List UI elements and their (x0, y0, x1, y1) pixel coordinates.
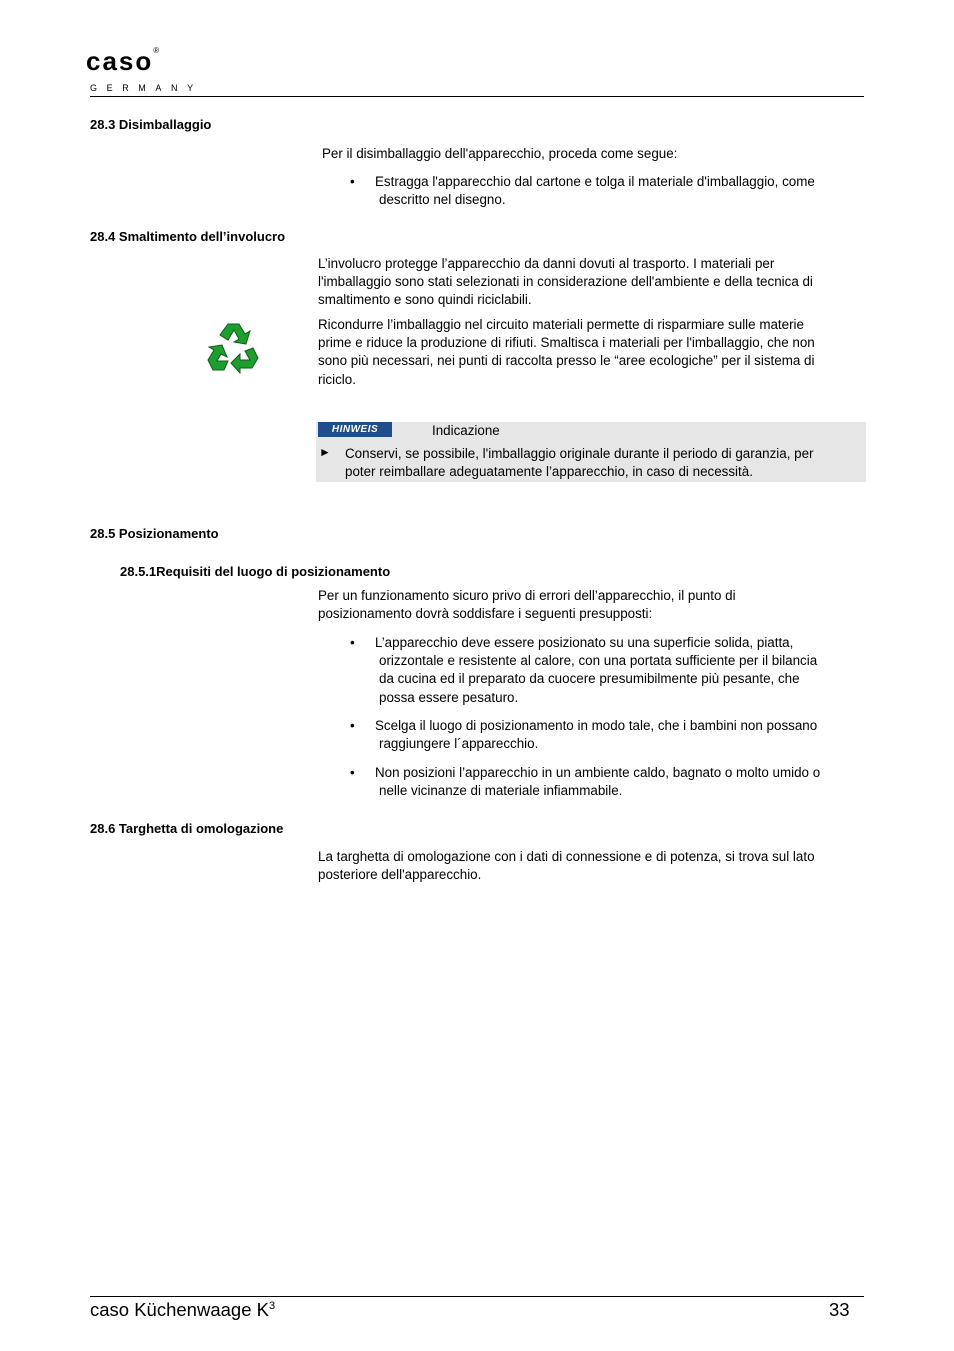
hinweis-badge: HINWEIS (318, 422, 392, 437)
logo-subtitle: GERMANY (90, 83, 203, 93)
note-box (316, 422, 866, 482)
footer-title: caso Küchenwaage $K^3$ (90, 1299, 276, 1320)
note-text: Conservi, se possibile, l'imballaggio originale durante il periodo di garanzia, per poter reimballare adeguatamente l’apparecchio, in caso di necessità. (345, 446, 814, 480)
packaging-paragraph-2: Ricondurre l’imballaggio nel circuito materiali permette di risparmiare sulle materie prime e riduce la produzione di rifiuti. Smaltisca i materiali per l'imballaggio, che non sono più necessari, nei punti di raccolta presso le “aree ecologiche” per il sistema di riciclo. (318, 317, 815, 387)
recycle-icon (206, 320, 260, 374)
note-title: Indicazione (432, 423, 500, 438)
section-heading-28-4: 28.4 Smaltimento dell’involucro (90, 229, 286, 244)
unpacking-intro: Per il disimballaggio dell'apparecchio, proceda come segue: (322, 146, 678, 161)
section-heading-28-5: 28.5 Posizionamento (90, 526, 219, 541)
header-rule (90, 96, 864, 97)
page-number: 33 (829, 1299, 850, 1320)
rating-plate-text: La targhetta di omologazione con i dati di connessione e di potenza, si trova sul lato posteriore dell'apparecchio. (318, 849, 815, 883)
arrow-icon: ► (319, 445, 331, 459)
section-heading-28-3: 28.3 Disimballaggio (90, 117, 212, 132)
logo-wordmark: caso® (86, 46, 162, 76)
footer-rule (90, 1296, 864, 1297)
section-heading-28-6: 28.6 Targhetta di omologazione (90, 821, 284, 836)
section-heading-28-5-1: 28.5.1Requisiti del luogo di posizionamento (120, 564, 391, 579)
placement-intro: Per un funzionamento sicuro privo di errori dell’apparecchio, il punto di posizionamento dovrà soddisfare i seguenti presupposti: (318, 588, 736, 622)
packaging-paragraph-1: L’involucro protegge l’apparecchio da danni dovuti al trasporto. I materiali per l'imballaggio sono stati selezionati in considerazione dell'ambiente e della tecnica di smaltimento e sono quindi riciclabili. (318, 256, 813, 308)
caso-logo (76, 46, 204, 94)
